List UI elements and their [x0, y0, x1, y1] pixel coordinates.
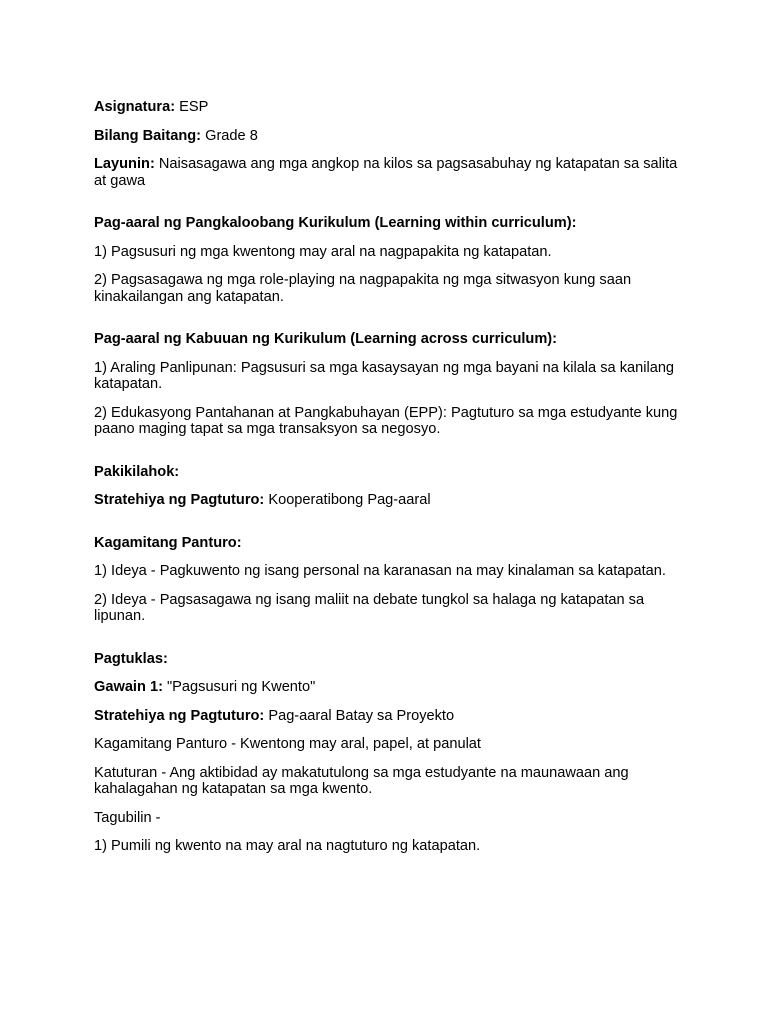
pakikilahok-strategy-label: Stratehiya ng Pagtuturo:	[94, 492, 265, 508]
asignatura-value: ESP	[179, 99, 209, 115]
pagtuklas-katuturan: Katuturan - Ang aktibidad ay makatutulong sa mga estudyante na maunawaan ang kahalagahan ng katapatan sa mga kwento.	[94, 764, 629, 797]
kagamitan-item-2: 2) Ideya - Pagsasagawa ng isang maliit na debate tungkol sa halaga ng katapatan sa lipunan.	[94, 591, 645, 624]
kagamitan-item-1: 1) Ideya - Pagkuwento ng isang personal na karanasan na may kinalaman sa katapatan.	[94, 563, 666, 579]
layunin-label: Layunin:	[94, 156, 155, 172]
across-heading: Pag-aaral ng Kabuuan ng Kurikulum (Learning across curriculum):	[94, 331, 558, 347]
asignatura-line	[94, 99, 684, 116]
bilang-baitang-label: Bilang Baitang:	[94, 127, 202, 144]
gawain-label: Gawain 1:	[94, 679, 163, 695]
pagtuklas-step-1: 1) Pumili ng kwento na may aral na nagtuturo ng katapatan.	[94, 838, 481, 854]
pagtuklas-strategy-value: Pag-aaral Batay sa Proyekto	[268, 707, 455, 724]
bilang-baitang-value: Grade 8	[205, 127, 258, 144]
document-page	[94, 99, 684, 867]
within-heading: Pag-aaral ng Pangkaloobang Kurikulum (Learning within curriculum):	[94, 215, 577, 231]
pakikilahok-strategy-value: Kooperatibong Pag-aaral	[268, 492, 431, 508]
kagamitan-heading: Kagamitang Panturo:	[94, 534, 242, 551]
across-item-2: 2) Edukasyong Pantahanan at Pangkabuhayan (EPP): Pagtuturo sa mga estudyante kung paano maging tapat sa mga transaksyon sa negosyo.	[94, 404, 678, 437]
pagtuklas-kagamitan: Kagamitang Panturo - Kwentong may aral, papel, at panulat	[94, 736, 481, 752]
pagtuklas-strategy-label: Stratehiya ng Pagtuturo:	[94, 707, 265, 724]
pagtuklas-tagubilin: Tagubilin -	[94, 809, 161, 826]
gawain-value: "Pagsusuri ng Kwento"	[167, 679, 316, 695]
within-item-1: 1) Pagsusuri ng mga kwentong may aral na nagpapakita ng katapatan.	[94, 243, 552, 260]
across-item-1: 1) Araling Panlipunan: Pagsusuri sa mga kasaysayan ng mga bayani na kilala sa kanilang katapatan.	[94, 359, 675, 392]
bilang-baitang-line	[94, 128, 684, 145]
within-item-2: 2) Pagsasagawa ng mga role-playing na nagpapakita ng mga sitwasyon kung saan kinakailangan ang katapatan.	[94, 272, 632, 305]
layunin-value: Naisasagawa ang mga angkop na kilos sa pagsasabuhay ng katapatan sa salita at gawa	[94, 156, 678, 189]
pagtuklas-heading: Pagtuklas:	[94, 650, 168, 667]
asignatura-label: Asignatura:	[94, 99, 176, 115]
pakikilahok-strategy-line	[94, 492, 684, 509]
gawain-line	[94, 679, 684, 696]
layunin-line	[94, 156, 684, 189]
pakikilahok-heading: Pakikilahok:	[94, 463, 180, 480]
pagtuklas-strategy-line	[94, 708, 684, 725]
